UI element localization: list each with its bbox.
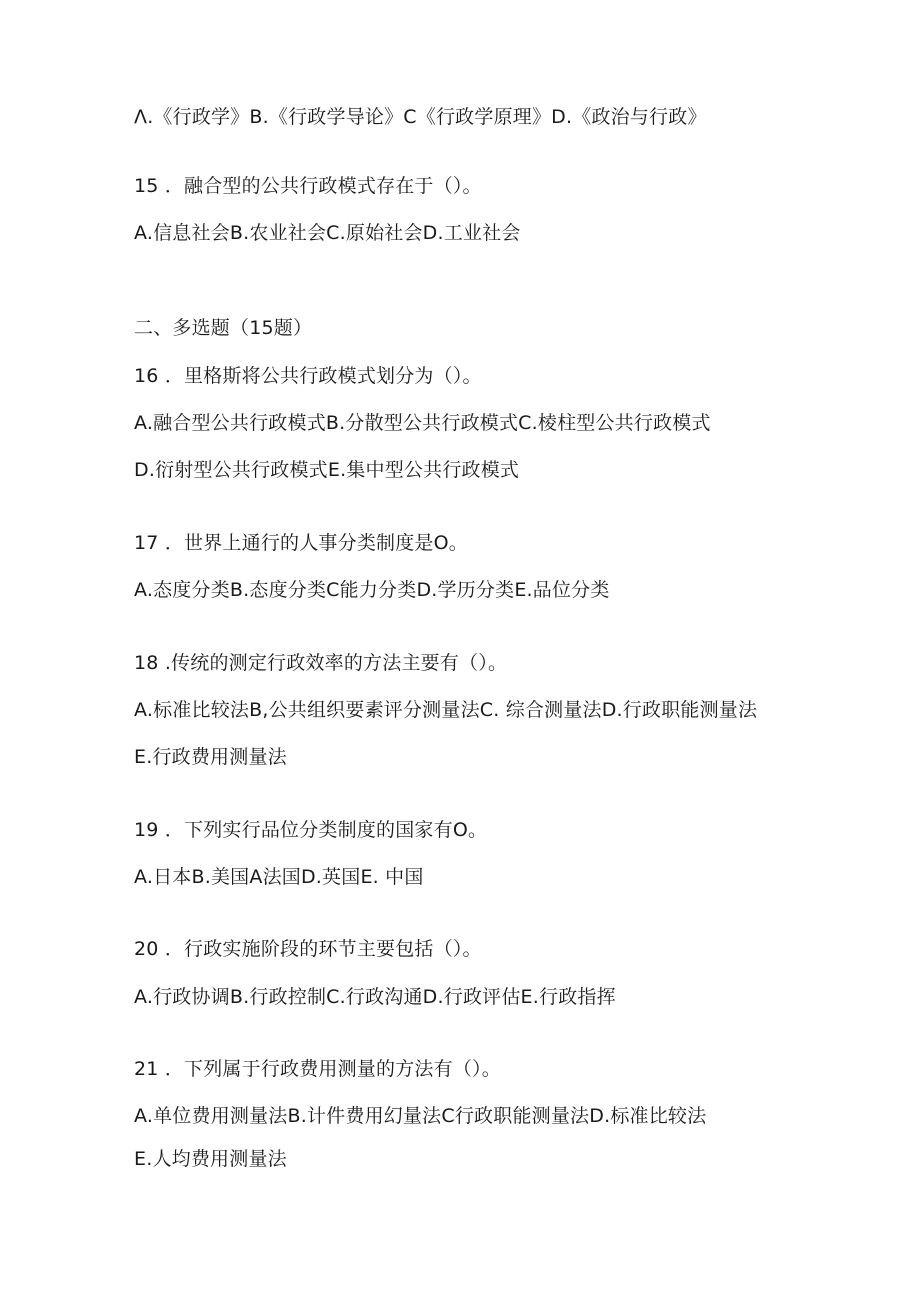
q15-question: 15 ．融合型的公共行政模式存在于（）。 — [134, 175, 482, 197]
q20-options: A.行政协调B.行政控制C.行政沟通D.行政评估E.行政指挥 — [134, 986, 616, 1008]
q17-question: 17 ．世界上通行的人事分类制度是O。 — [134, 532, 468, 554]
q21-question: 21 ．下列属于行政费用测量的方法有（）。 — [134, 1058, 501, 1080]
q20-question: 20 ．行政实施阶段的环节主要包括（）。 — [134, 938, 482, 960]
q18-options-line1: A.标准比较法B,公共组织要素评分测量法C. 综合测量法D.行政职能测量法 — [134, 699, 758, 721]
q16-question: 16 ．里格斯将公共行政模式划分为（）。 — [134, 365, 482, 387]
q18-options-line2: E.行政费用测量法 — [134, 746, 287, 768]
q14-options: Λ.《行政学》B.《行政学导论》C《行政学原理》D.《政治与行政》 — [134, 106, 707, 128]
q18-question: 18 .传统的测定行政效率的方法主要有（）。 — [134, 652, 508, 674]
q19-question: 19 ．下列实行品位分类制度的国家有O。 — [134, 819, 488, 841]
q16-options-line1: A.融合型公共行政模式B.分散型公共行政模式C.棱柱型公共行政模式 — [134, 412, 711, 434]
q16-options-line2: D.衍射型公共行政模式E.集中型公共行政模式 — [134, 459, 520, 481]
q19-options: A.日本B.美国A法国D.英国E. 中国 — [134, 866, 424, 888]
q21-options-line1: A.单位费用测量法B.计件费用幻量法C行政职能测量法D.标准比较法 — [134, 1105, 707, 1127]
section-heading-multiple-choice: 二、多选题（15题） — [134, 317, 313, 339]
q21-options-line2: E.人均费用测量法 — [134, 1148, 287, 1170]
q17-options: A.态度分类B.态度分类C能力分类D.学历分类E.品位分类 — [134, 579, 610, 601]
q15-options: A.信息社会B.农业社会C.原始社会D.工业社会 — [134, 222, 521, 244]
